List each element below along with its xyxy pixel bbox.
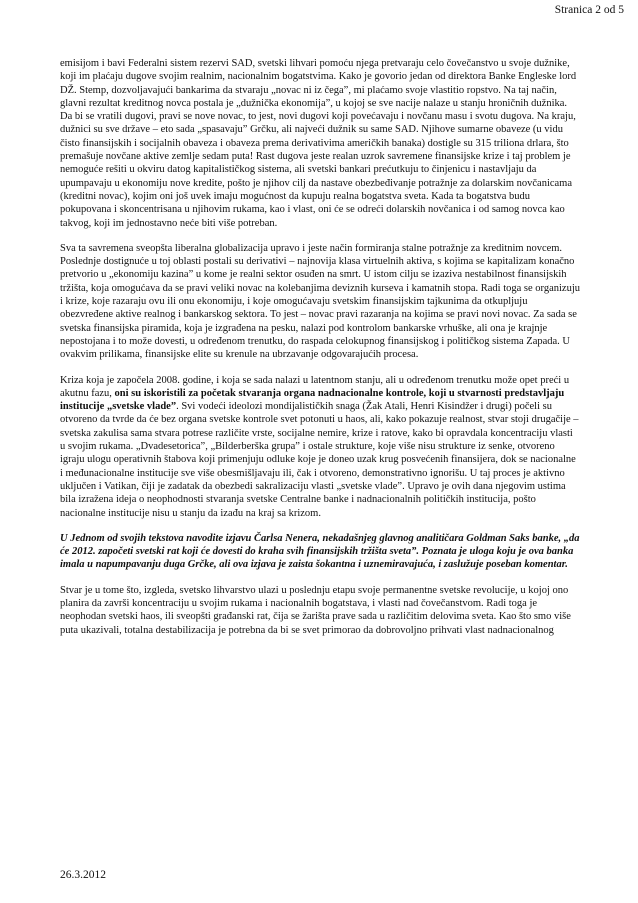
- interview-question: U Jednom od svojih tekstova navodite izjavu Čarlsa Nenera, nekadašnjeg glavnog analitičara Goldman Saks banke, „da će 2012. započeti svetski rat koji će dovesti do kraha svih finansijskih tržišta sveta”. Poznata je uloga koju je ova banka imala u napumpavanju duga Grčke, ali ova izjava je zaista šokantna i uznemiravajuća, i zaslužuje poseban komentar.: [60, 532, 580, 571]
- paragraph-answer: Stvar je u tome što, izgleda, svetsko lihvarstvo ulazi u poslednju etapu svoje permanentne svetske revolucije, u kojoj ono planira da završi koncentraciju u svojim rukama i nacionalnih bogatstava, i vlasti nad čovečanstvom. Radi toga je neophodan svetski haos, ili sveopšti građanski rat, čija se žarišta prave sada u različitim delovima sveta. Kao što smo više puta ukazivali, totalna destabilizacija je potrebna da bi se svet primorao da dobrovoljno prihvati vlast nadnacionalnog: [60, 584, 571, 636]
- paragraph-globalization: Sva ta savremena sveopšta liberalna globalizacija upravo i jeste način formiranja stalne potražnje za kreditnim novcem. Poslednje dostignuće u toj oblasti postali su derivativi – najnovija klasa virtuelnih aktiva, s kojima se kapitalizam konačno pretvorio u „ekonomiju kazina” u kome je realni sektor osuđen na smrt. U istom cilju se izaziva nestabilnost finansijskih tržišta, koja omogućava da se pravi veliki novac na kolebanjima deviznih kurseva i kamatnih stopa. Radi toga se organizuju i krize, koje razaraju ovu ili onu ekonomiju, i koje omogućavaju svetskim finansijskim tajkunima da otkupljuju obezvređene aktive realnog i bankarskog sektora. To jest – novac pravi razaranja na kojima se pravi novi novac. Za sada se svetska finansijska piramida, koja je izgrađena na pesku, nalazi pod kontrolom bankarske vrhuške, ali ona je krajnje nepostojana i to može dovesti, u određenom trenutku, do raspada celokupnog finansijskog i političkog sistema Zapada. U ovakvim prilikama, finansijske elite su krenule na ubrzavanje odgovarajućih procesa.: [60, 242, 580, 361]
- crisis-text-end: . Svi vodeći ideolozi mondijalističkih snaga (Žak Atali, Henri Kisindžer i drugi) počeli su otvoreno da tvrde da će bez organa svetske kontrole svet potonuti u haos, ali, kako pokazuje realnost, stvar stoji drugačije – svetska zakulisa sama stvara potrese različite vrste, socijalne nemire, krize i ratove, kako bi opravdala koncentraciju vlasti u svojim rukama. „Dvadesetorica”, „Bilderberška grupa” i ostale strukture, koje više nisu strukture iz senke, otvoreno igraju ulogu operativnih štabova koji primenjuju odluke koje je doneo uzak krug posvećenih finansijera, dok se nacionalne i međunacionalne institucije sve više obesmišljavaju ili, čak i otvoreno, demonstrativno ignorišu. U taj proces je aktivno uključen i Vatikan, čiji je zadatak da obezbedi sakralizaciju vlasti „svetske vlade”. Upravo je ovih dana njegovim ustima bila izražena ideja o neophodnosti stvaranja svetske Centralne banke i nadnacionalnih političkih institucija, pošto nacionalne institucije nisu u stanju da izađu na kraj sa krizom.: [60, 401, 579, 519]
- page-number: Stranica 2 od 5: [554, 4, 624, 16]
- crisis-emphasis: oni su iskoristili za početak stvaranja organa nadnacionalne kontrole, koji u stvarnosti predstavljaju institucije „svetske vlade”: [60, 387, 565, 413]
- paragraph-crisis: [60, 374, 580, 520]
- footer-date: 26.3.2012: [60, 869, 106, 881]
- crisis-text-start: Kriza koja je započela 2008. godine, i koja se sada nalazi u latentnom stanju, ali u određenom trenutku može opet preći u akutnu fazu,: [60, 374, 570, 399]
- paragraph-debt-economy: emisijom i bavi Federalni sistem rezervi SAD, svetski lihvari pomoću njega pretvaraju celo čovečanstvo u svoje dužnike, koji im plaćaju dugove svojim realnim, nacionalnim bogatstvima. Kako je govorio jedan od direktora Banke Engleske lord DŽ. Stemp, dozvoljavajući bankarima da stvaraju „novac ni iz čega”, mi plaćamo svoje vlastitio ropstvo. Na taj način, glavni rezultat kreditnog novca postala je „dužnička ekonomija”, u kojoj se sve nacije nalaze u stanju hroničnih dužnika. Da bi se vratili dugovi, pravi se nove novac, to jest, novi dugovi koji povećavaju i novčanu masu i svotu dugova. Na kraju, dužnici su sve države – eto sada „spasavaju” Grčku, ali najveći dužnik su same SAD. Njihove sumarne obaveze (u vidu čisto finansijskih i socijalnih obaveza i obaveza prema derivativima američkih banaka) dostigle su 315 triliona drlara, što premašuje novčane aktive zemlje sedam puta! Rast dugova jeste realan uzrok savremene finansijske krize i taj problem je nemoguće rešiti u okviru datog kapitalističkog sistema, ali svetski bankari prećutkuju to činjenicu i nastavljaju da upumpavaju u ekonomiju nove kredite, pošto je njihov cilj da nastave obezbeđivanje potražnje za dolarskim novčanicama (kreditni novac), kojim oni još uvek imaju mogućnost da kupuju realna bogatstva sveta. Kada ta bogatstva budu pokupovana i skoncentrisana u njihovim rukama, kao i vlast, oni će se odreći dolarskih novčanica i od samog novca kao takvog, koji im jednostavno neće biti više potreban.: [60, 58, 577, 229]
- document-body: [60, 57, 580, 649]
